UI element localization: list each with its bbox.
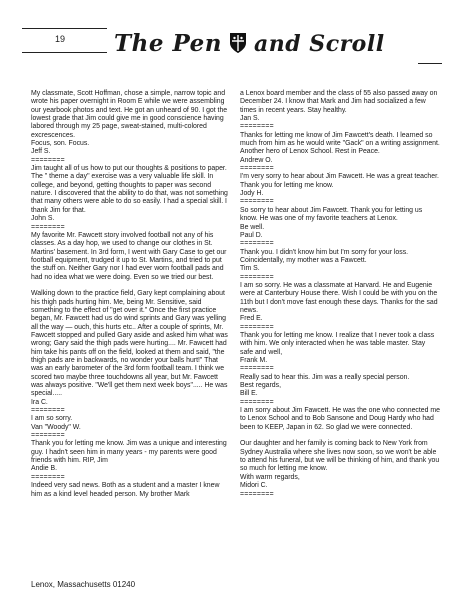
entry-separator: ======== bbox=[31, 223, 65, 231]
entry-separator: ======== bbox=[240, 123, 274, 131]
entry-separator: ======== bbox=[240, 198, 274, 206]
letter-entry: I am so sorry. He was a classmate at Harvard. He and Eugenie were at Canterbury House there. Wish I could be with you on the 11th but I don't move fast enough these days. Thanks for the sad news. Fred E. bbox=[240, 281, 438, 323]
entry-separator: ======== bbox=[240, 273, 274, 281]
entry-separator: ======== bbox=[240, 240, 274, 248]
letter-entry: Really sad to hear this. Jim was a really special person. Best regards, Bill E. bbox=[240, 373, 410, 398]
letter-entry: Jim taught all of us how to put our thoughts & positions to paper. The " theme a day" exercise was a very valuable life skill. In college, and beyond, getting thoughts to paper was second nature. I discovered that the ability to do that, was not something that many others were able to do so easily. I had a special skill. I thank Jim for that. John S. bbox=[31, 165, 228, 223]
entry-separator: ======== bbox=[240, 365, 274, 373]
letter-entry: Indeed very sad news. Both as a student and a master I knew him as a kind level headed person. My brother Mark bbox=[31, 482, 222, 498]
letter-entry: Thank you for letting me know. Jim was a unique and interesting guy. I hadn't seen him in many years - my parents were good friends with him. RIP, Jim Andie B. bbox=[31, 440, 227, 473]
entry-separator: ======== bbox=[31, 156, 65, 164]
article-columns bbox=[31, 90, 441, 532]
right-column bbox=[240, 90, 440, 532]
entry-separator: ======== bbox=[31, 473, 65, 481]
letter-entry: Thanks for letting me know of Jim Fawcett's death. I learned so much from him as he would write "Gack" on a writing assignment. Another hero of Lenox School. Rest in Peace. Andrew O. bbox=[240, 131, 440, 164]
letter-entry: Thank you for letting me know. I realize that I never took a class with him. We only interacted when he was table master. Stay safe and well, Frank M. bbox=[240, 331, 435, 364]
letter-entry: I am so sorry. Van "Woody" W. bbox=[31, 415, 81, 431]
letter-entry: I'm very sorry to hear about Jim Fawcett. He was a great teacher. Thank you for letting me know. Jody H. bbox=[240, 173, 439, 198]
header-rule-top bbox=[22, 28, 107, 29]
footer-location: Lenox, Massachusetts 01240 bbox=[31, 580, 136, 589]
shield-crest-icon bbox=[228, 31, 248, 61]
entry-separator: ======== bbox=[240, 165, 274, 173]
letter-entry: a Lenox board member and the class of 55 also passed away on December 24. I know that Mark and Jim had socialized a few times in recent years. Stay healthy. Jan S. bbox=[240, 90, 438, 123]
page-number: 19 bbox=[54, 34, 65, 44]
title-left: The Pen bbox=[114, 30, 223, 57]
header-rule-bottom bbox=[22, 52, 107, 53]
title-right: and Scroll bbox=[254, 31, 385, 57]
entry-separator: ======== bbox=[240, 490, 274, 498]
letter-entry: My favorite Mr. Fawcett story involved football not any of his classes. As a day hop, we used to change our clothes in St. Martins' basement. In 3rd form, I went with Gary Case to get our football equipment, trudged it up to St. Martins, and tried to put the stuff on. Neither Gary nor I had ever worn football pads and had no idea what we were doing. Even so we tried our best. Walking down to the practice field, Gary kept complaining about his thigh pads hurting him. Me, being Mr. Sensitive, said something to the effect of "get over it." Once the first practice began, Mr. Fawcett had us do wind sprints and Gary was yelling all the way — ouch, this hurts etc.. After a couple of sprints, Mr. Fawcett stopped and pulled Gary aside and asked him what was wrong; Gary said the thigh pads were hurting.... Mr. Fawcett had him take his pants off on the field, looked at them and said, "the thigh pads are in backwards, no wonder your balls hurt!" That was an early barometer of the 3rd form football team. I think we scored two maybe three touchdowns all year, but Mr. Fawcett was always positive. "We'll get them next week boys"..... He was special..... Ira C. bbox=[31, 231, 228, 406]
letter-entry: So sorry to hear about Jim Fawcett. Thank you for letting us know. He was one of my favorite teachers at Lenox. Be well. Paul D. bbox=[240, 206, 423, 239]
newsletter-title bbox=[114, 30, 385, 61]
left-column bbox=[31, 90, 231, 532]
letter-entry: Thank you. I didn't know him but I'm sorry for your loss. Coincidentally, my mother was a Fawcett. Tim S. bbox=[240, 248, 409, 273]
entry-separator: ======== bbox=[240, 398, 274, 406]
letter-entry: My classmate, Scott Hoffman, chose a simple, narrow topic and wrote his paper overnight in Room E while we were assembling our yearbook photos and text. He got an unheard of 90. I got the lowest grade that Jim could give me in good conscience having labored through my 25 page, sweat-stained, multi-colored excrescences. Focus, son. Focus. Jeff S. bbox=[31, 90, 228, 156]
masthead-header bbox=[22, 20, 442, 60]
header-rule-right bbox=[418, 63, 442, 64]
entry-separator: ======== bbox=[31, 432, 65, 440]
letter-entry: I am sorry about Jim Fawcett. He was the one who connected me to Lenox School and to Bob Sansone and Doug Hardy who had been to KEEP, Japan in 62. So glad we were connected. Our daughter and her family is coming back to New York from Sydney Australia where she lives now soon, so we won't be able to attend his funeral, but we will be thinking of him, and thank you so much for letting me know. With warm regards, Midori C. bbox=[240, 407, 440, 490]
entry-separator: ======== bbox=[240, 323, 274, 331]
entry-separator: ======== bbox=[31, 407, 65, 415]
